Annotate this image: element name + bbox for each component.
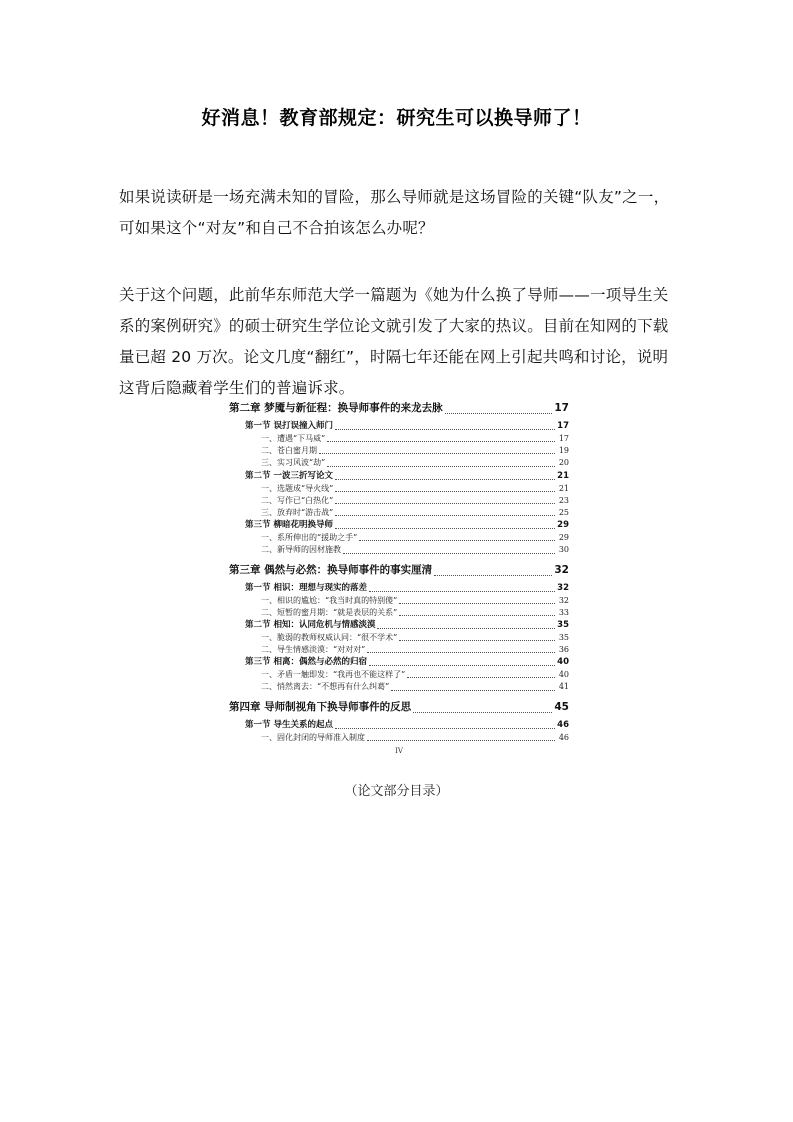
toc-entry-title: 三、实习风波“劫” — [261, 458, 326, 468]
toc-entry-title: 二、写作已“白热化” — [261, 495, 334, 505]
toc-page-number: 35 — [558, 632, 569, 642]
toc-page-numeral: IV — [395, 746, 403, 755]
toc-entry-title: 一、遭遇“下马威” — [261, 434, 326, 443]
article-paragraph-1: 如果说读研是一场充满未知的冒险，那么导师就是这场冒险的关键“队友”之一，可如果这个“对友”和自己不合拍该怎么办呢？ — [119, 188, 670, 237]
article-title: 好消息！教育部规定：研究生可以换导师了！ — [201, 107, 592, 129]
toc-page-number: 29 — [557, 520, 569, 531]
toc-section-row — [229, 582, 569, 595]
toc-chapter-row — [229, 562, 569, 579]
toc-section-row — [229, 519, 569, 532]
toc-page-number: 35 — [557, 619, 569, 630]
toc-item-row — [229, 669, 569, 681]
toc-item-row — [229, 732, 569, 744]
toc-entry-title: 第二节 相知：认同危机与情感淡漠 — [245, 619, 376, 630]
toc-page-number: 33 — [558, 607, 569, 617]
toc-page-number: 40 — [558, 670, 569, 680]
toc-item-row — [229, 507, 569, 519]
toc-item-row — [229, 607, 569, 619]
toc-dot-leader — [399, 615, 555, 616]
toc-dot-leader — [335, 528, 555, 529]
toc-dot-leader — [377, 628, 555, 629]
toc-dot-leader — [369, 665, 555, 666]
toc-page-number: 46 — [557, 719, 569, 730]
toc-page-number: 17 — [554, 402, 569, 414]
toc-entry-title: 二、悄然离去：“不想再有什么纠葛” — [261, 682, 390, 692]
toc-page-number: 32 — [558, 595, 569, 605]
toc-dot-leader — [445, 413, 553, 414]
toc-section-row — [229, 719, 569, 732]
toc-page-number: 41 — [558, 682, 569, 692]
toc-dot-leader — [391, 690, 555, 691]
toc-dot-leader — [335, 479, 555, 480]
toc-dot-leader — [343, 553, 555, 554]
toc-entry-title: 第一节 误打误撞入师门 — [245, 421, 333, 431]
toc-entry-title: 第二节 一波三折写论文 — [245, 470, 333, 481]
toc-item-row — [229, 681, 569, 693]
toc-dot-leader — [399, 640, 555, 641]
toc-page-number: 21 — [557, 470, 569, 481]
toc-page-number: 45 — [554, 700, 569, 713]
toc-item-row — [229, 457, 569, 469]
toc-page-number: 32 — [554, 563, 569, 576]
toc-page-number: 25 — [558, 507, 569, 517]
toc-page-number: 20 — [558, 458, 569, 468]
toc-entry-title: 第三章 偶然与必然：换导师事件的事实厘清 — [229, 563, 433, 576]
toc-page-number: 17 — [558, 434, 569, 443]
toc-entry-title: 第一节 导生关系的起点 — [245, 719, 333, 730]
toc-page-number: 19 — [558, 446, 569, 456]
toc-entry-title: 二、苍白蜜月期 — [261, 446, 317, 456]
toc-entry-title: 一、固化封闭的导师准入制度 — [261, 732, 365, 742]
toc-dot-leader — [327, 466, 555, 467]
toc-dot-leader — [369, 591, 555, 592]
toc-section-row — [229, 619, 569, 632]
toc-page-number: 46 — [558, 732, 569, 742]
toc-entry-title: 第四章 导师制视角下换导师事件的反思 — [229, 700, 412, 713]
toc-item-row — [229, 495, 569, 507]
toc-dot-leader — [359, 540, 555, 541]
toc-entry-title: 二、导生情感淡漠：“对对对” — [261, 645, 366, 655]
toc-entry-title: 第二章 梦魇与新征程：换导师事件的来龙去脉 — [229, 402, 443, 414]
toc-page-number: 30 — [558, 545, 569, 555]
toc-page-number: 21 — [558, 483, 569, 493]
toc-dot-leader — [367, 740, 555, 741]
toc-entry-title: 第三节 相离：偶然与必然的归宿 — [245, 657, 367, 668]
toc-dot-leader — [335, 491, 555, 492]
thesis-table-of-contents — [229, 400, 569, 755]
toc-entry-title: 二、新导师的因材施教 — [261, 545, 341, 555]
toc-item-row — [229, 644, 569, 656]
toc-page-number: 40 — [557, 657, 569, 668]
toc-entry-title: 一、脆弱的教师权威认同：“很不学术” — [261, 632, 398, 642]
toc-item-row — [229, 544, 569, 556]
toc-dot-leader — [319, 453, 555, 454]
toc-entry-title: 一、选题成“导火线” — [261, 483, 334, 493]
toc-item-row — [229, 433, 569, 445]
toc-dot-leader — [327, 441, 555, 442]
toc-dot-leader — [335, 503, 555, 504]
toc-dot-leader — [335, 728, 555, 729]
toc-page-number: 32 — [557, 582, 569, 593]
toc-entry-title: 二、短暂的蜜月期：“就是表层的关系” — [261, 607, 398, 617]
toc-page-number: 23 — [558, 495, 569, 505]
toc-item-row — [229, 483, 569, 495]
toc-entry-title: 三、放弃时“游击战” — [261, 507, 334, 517]
toc-chapter-row — [229, 699, 569, 716]
toc-dot-leader — [335, 515, 555, 516]
toc-entry-title: 第一节 相识：理想与现实的落差 — [245, 582, 367, 593]
toc-dot-leader — [434, 575, 552, 576]
toc-dot-leader — [413, 712, 552, 713]
toc-dot-leader — [407, 677, 555, 678]
toc-dot-leader — [335, 429, 555, 430]
toc-section-row — [229, 470, 569, 483]
toc-item-row — [229, 532, 569, 544]
toc-dot-leader — [399, 603, 555, 604]
toc-section-row — [229, 420, 569, 433]
toc-entry-title: 一、相识的尴尬：“我当时真的特别傻” — [261, 595, 398, 605]
toc-item-row — [229, 632, 569, 644]
toc-dot-leader — [367, 652, 555, 653]
toc-chapter-row — [229, 400, 569, 417]
toc-entry-title: 一、矛盾一触即发：“我再也不能这样了” — [261, 670, 406, 680]
article-paragraph-2: 关于这个问题，此前华东师范大学一篇题为《她为什么换了导师——一项导生关系的案例研究》的硕士研究生学位论文就引发了大家的热议。目前在知网的下载量已超 20 万次。论文几度“翻红”，时隔七年还能在网上引起共鸣和讨论，说明这背后隐藏着学生们的普遍诉求。 — [119, 286, 669, 397]
toc-entry-title: 一、系所伸出的“援助之手” — [261, 533, 358, 543]
toc-caption: （论文部分目录） — [344, 784, 449, 799]
toc-page-number: 17 — [557, 421, 569, 431]
toc-page-number: 36 — [558, 645, 569, 655]
toc-item-row — [229, 595, 569, 607]
toc-item-row — [229, 445, 569, 457]
toc-page-number: 29 — [558, 533, 569, 543]
toc-entry-title: 第三节 柳暗花明换导师 — [245, 520, 333, 531]
toc-section-row — [229, 656, 569, 669]
